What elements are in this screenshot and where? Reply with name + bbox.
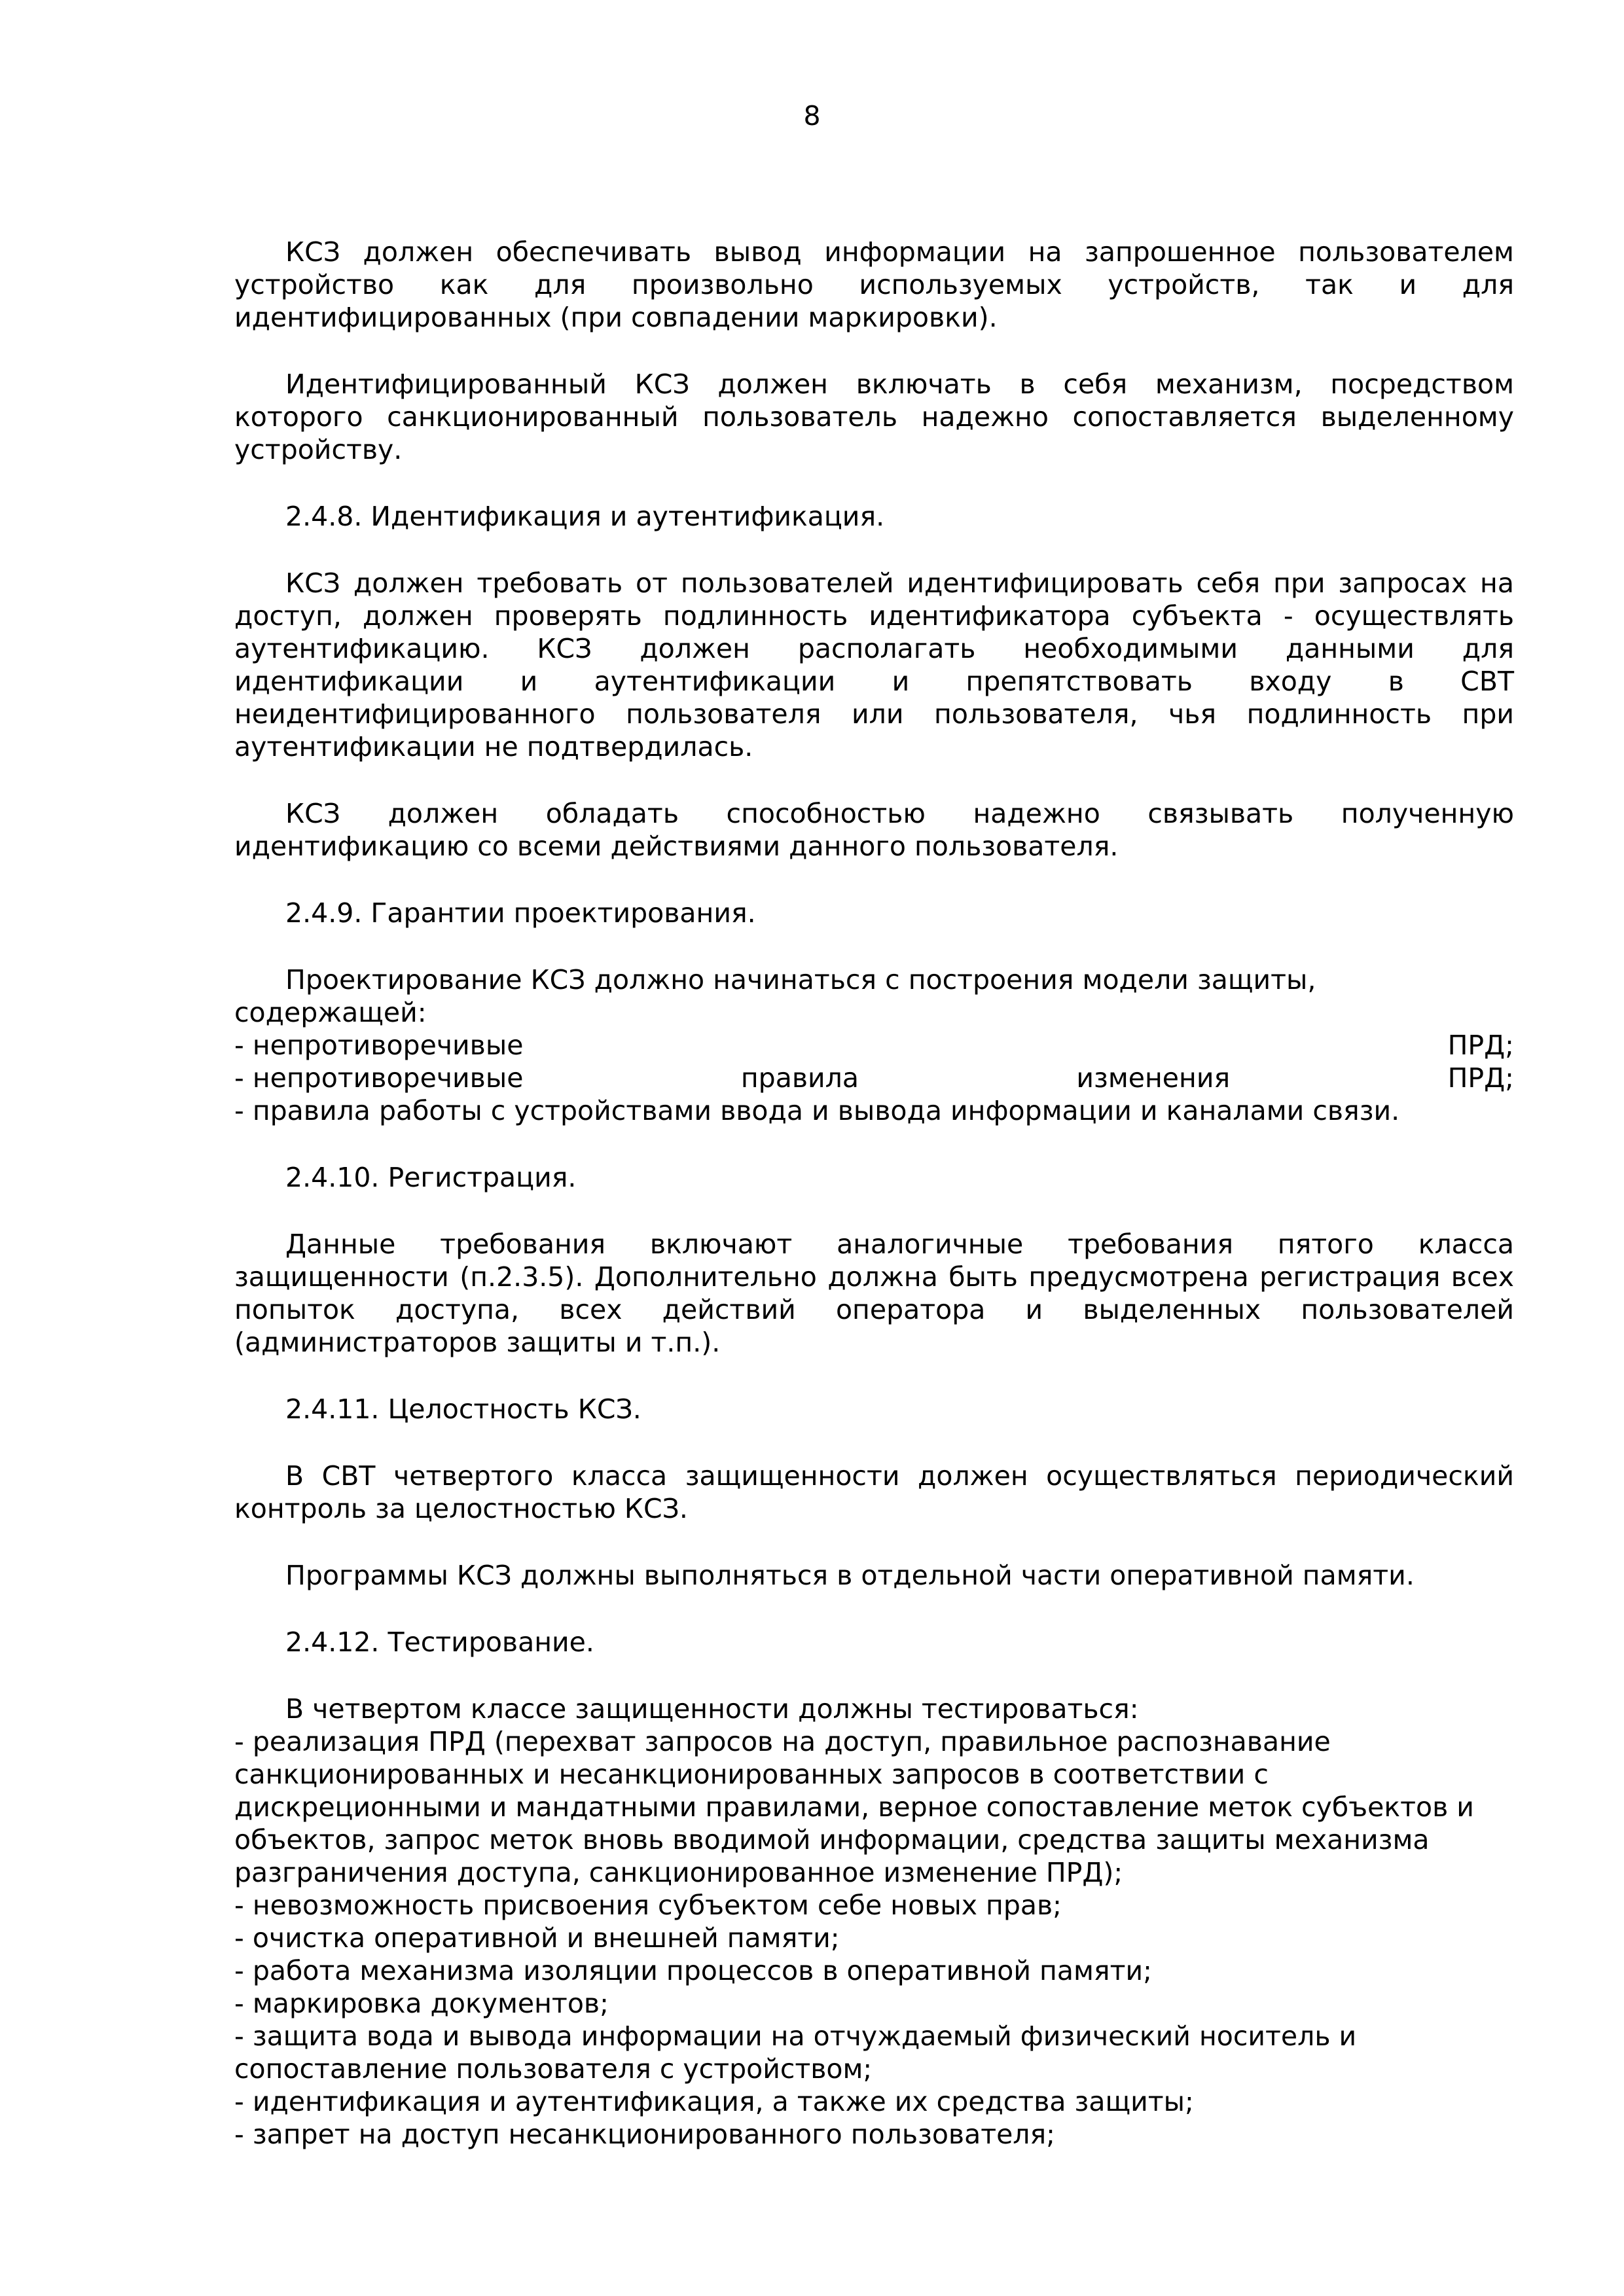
list-line: - запрет на доступ несанкционированного пользователя;	[234, 2119, 1055, 2150]
page-body	[234, 236, 1514, 2185]
list-line: - работа механизма изоляции процессов в оперативной памяти;	[234, 1955, 1152, 1986]
section-heading-2-4-8: 2.4.8. Идентификация и аутентификация.	[285, 501, 885, 532]
list-item-text: правила	[740, 1062, 859, 1094]
list-line: санкционированных и несанкционированных запросов в соответствии с	[234, 1759, 1269, 1790]
list-line: дискреционными и мандатными правилами, верное сопоставление меток субъектов и	[234, 1791, 1474, 1823]
paragraph-registration: Данные требования включают аналогичные требования пятого класса защищенности (п.2.3.5). Дополнительно должна быть предусмотрена регистрация всех попыток доступа, всех действий оператора и выделенных пользователей (администраторов защиты и т.п.).	[234, 1229, 1514, 1358]
section-heading-2-4-9: 2.4.9. Гарантии проектирования.	[285, 897, 756, 929]
paragraph-output-to-device: КСЗ должен обеспечивать вывод информации на запрошенное пользователем устройство как для произвольно используемых устройств, так и для идентифицированных (при совпадении маркировки).	[234, 236, 1514, 333]
testing-list-intro: В четвертом классе защищенности должны тестироваться:	[285, 1693, 1139, 1725]
paragraph-identification-requirements: КСЗ должен требовать от пользователей идентифицировать себя при запросах на доступ, должен проверять подлинность идентификатора субъекта - осуществлять аутентификацию. КСЗ должен располагать необходимыми данными для идентификации и аутентификации и препятствовать входу в СВТ неидентифицированного пользователя или пользователя, чья подлинность при аутентификации не подтвердилась.	[234, 567, 1514, 762]
list-item-text: - непротиворечивые	[234, 1030, 524, 1061]
list-line: - очистка оперативной и внешней памяти;	[234, 1922, 840, 1954]
list-line: - маркировка документов;	[234, 1988, 609, 2019]
section-heading-2-4-11: 2.4.11. Целостность КСЗ.	[285, 1393, 641, 1425]
list-line: - невозможность присвоения субъектом себе новых прав;	[234, 1890, 1062, 1921]
design-model-list	[234, 963, 1514, 1127]
list-item-text: изменения	[1076, 1062, 1231, 1094]
design-list-intro: Проектирование КСЗ должно начинаться с построения модели защиты, содержащей:	[234, 964, 1316, 1028]
paragraph-memory-isolation: Программы КСЗ должны выполняться в отдельной части оперативной памяти.	[285, 1560, 1415, 1591]
paragraph-identified-ksz: Идентифицированный КСЗ должен включать в себя механизм, посредством которого санкционированный пользователь надежно сопоставляется выделенному устройству.	[234, 368, 1514, 465]
list-item	[234, 1062, 1514, 1094]
list-item	[234, 1029, 1514, 1062]
list-item: - правила работы с устройствами ввода и вывода информации и каналами связи.	[234, 1095, 1400, 1126]
paragraph-integrity-control: В СВТ четвертого класса защищенности должен осуществляться периодический контроль за целостностью КСЗ.	[234, 1460, 1514, 1524]
section-heading-2-4-12: 2.4.12. Тестирование.	[285, 1626, 594, 1658]
list-item-text: ПРД;	[1447, 1062, 1514, 1094]
paragraph-identification-binding: КСЗ должен обладать способностью надежно связывать полученную идентификацию со всеми действиями данного пользователя.	[234, 798, 1514, 862]
list-line: - реализация ПРД (перехват запросов на доступ, правильное распознавание	[234, 1726, 1331, 1757]
list-item-text: ПРД;	[1447, 1030, 1514, 1061]
list-item-text: - непротиворечивые	[234, 1062, 524, 1094]
list-line: - идентификация и аутентификация, а также их средства защиты;	[234, 2086, 1194, 2117]
list-line: сопоставление пользователя с устройством;	[234, 2053, 873, 2085]
list-line: - защита вода и вывода информации на отчуждаемый физический носитель и	[234, 2020, 1357, 2052]
list-line: объектов, запрос меток вновь вводимой информации, средства защиты механизма	[234, 1824, 1430, 1856]
section-heading-2-4-10: 2.4.10. Регистрация.	[285, 1162, 577, 1193]
page-number: 8	[803, 100, 821, 132]
list-line: разграничения доступа, санкционированное изменение ПРД);	[234, 1857, 1123, 1888]
testing-list	[234, 1693, 1514, 2151]
